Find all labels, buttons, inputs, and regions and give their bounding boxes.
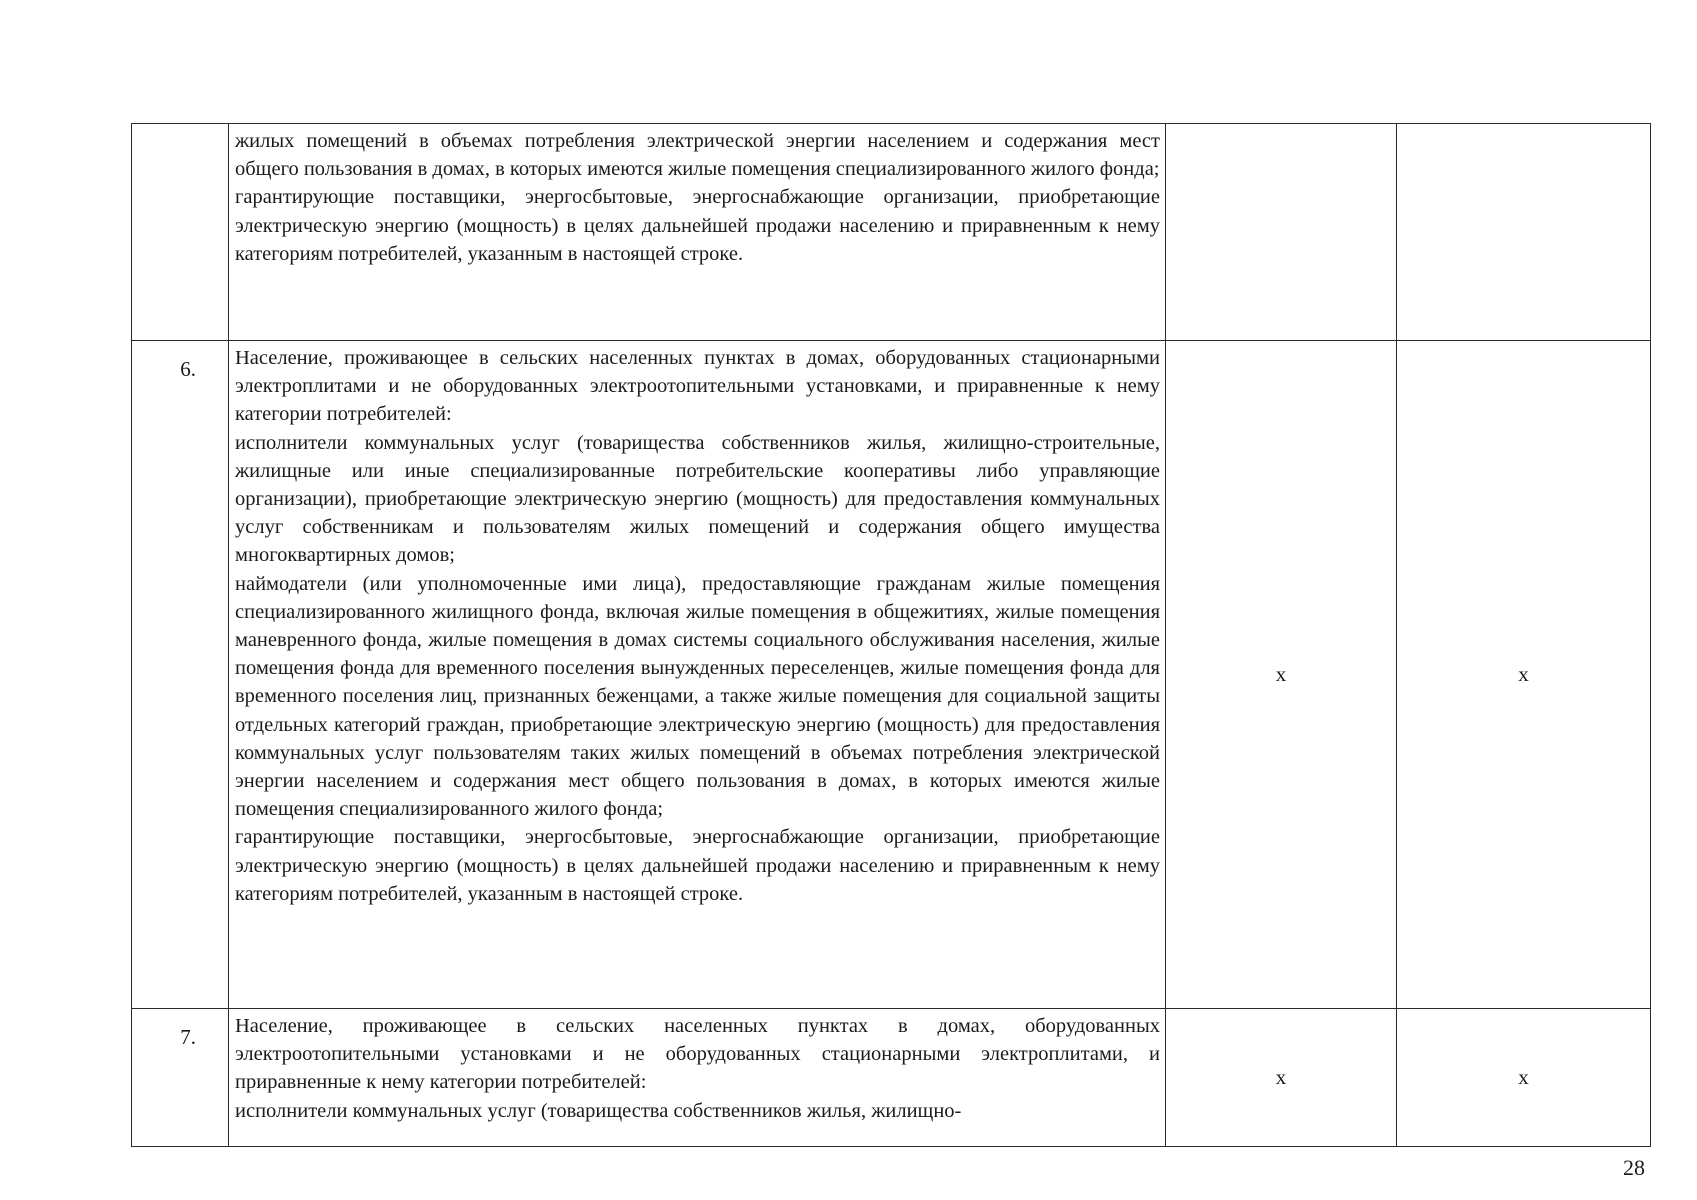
paragraph: наймодатели (или уполномоченные ими лица), предоставляющие гражданам жилые помещения специализированного жилищного фонда, включая жилые помещения в общежитиях, жилые помещения маневренного фонда, жилые помещения в домах системы социального обслуживания населения, жилые помещения фонда для временного поселения вынужденных переселенцев, жилые помещения фонда для временного поселения лиц, признанных беженцами, а также жилые помещения для социальной защиты отдельных категорий граждан, приобретающие электрическую энергию (мощность) для предоставления коммунальных услуг пользователям таких жилых помещений в объемах потребления электрической энергии населением и содержания мест общего пользования в домах, в которых имеются жилые помещения специализированного жилого фонда; [235,572,1160,821]
tariff-table [131,123,1651,1147]
value-cell-b: х [1397,341,1651,1009]
paragraph: Население, проживающее в сельских населенных пунктах в домах, оборудованных электроотопительными установками и не оборудованных стационарными электроплитами, и приравненные к нему категории потребителей: [235,1015,1160,1094]
row-description [229,124,1166,341]
value-cell-b: х [1397,1009,1651,1147]
row-description [229,341,1166,1009]
row-number: 7. [132,1009,229,1147]
paragraph: исполнители коммунальных услуг (товарищества собственников жилья, жилищно-строительные, жилищные или иные специализированные потребительские кооперативы либо управляющие организации), приобретающие электрическую энергию (мощность) для предоставления коммунальных услуг собственникам и пользователям жилых помещений и содержания общего имущества многоквартирных домов; [235,431,1160,567]
table-row [132,124,1651,341]
row-number [132,124,229,341]
paragraph: Население, проживающее в сельских населенных пунктах в домах, оборудованных стационарными электроплитами и не оборудованных электроотопительными установками, и приравненные к нему категории потребителей: [235,347,1160,426]
value-cell-a: х [1166,1009,1397,1147]
value-cell-b [1397,124,1651,341]
table-row [132,1009,1651,1147]
value-cell-a [1166,124,1397,341]
page-number: 28 [1623,1155,1645,1180]
paragraph: исполнители коммунальных услуг (товарищества собственников жилья, жилищно- [235,1099,962,1122]
table-row [132,341,1651,1009]
paragraph: гарантирующие поставщики, энергосбытовые, энергоснабжающие организации, приобретающие электрическую энергию (мощность) в целях дальнейшей продажи населению и приравненным к нему категориям потребителей, указанным в настоящей строке. [235,826,1160,905]
row-number: 6. [132,341,229,1009]
row-description [229,1009,1166,1147]
paragraph: жилых помещений в объемах потребления электрической энергии населением и содержания мест общего пользования в домах, в которых имеются жилые помещения специализированного жилого фонда; [235,130,1160,181]
paragraph: гарантирующие поставщики, энергосбытовые, энергоснабжающие организации, приобретающие электрическую энергию (мощность) в целях дальнейшей продажи населению и приравненным к нему категориям потребителей, указанным в настоящей строке. [235,186,1160,265]
value-cell-a: х [1166,341,1397,1009]
